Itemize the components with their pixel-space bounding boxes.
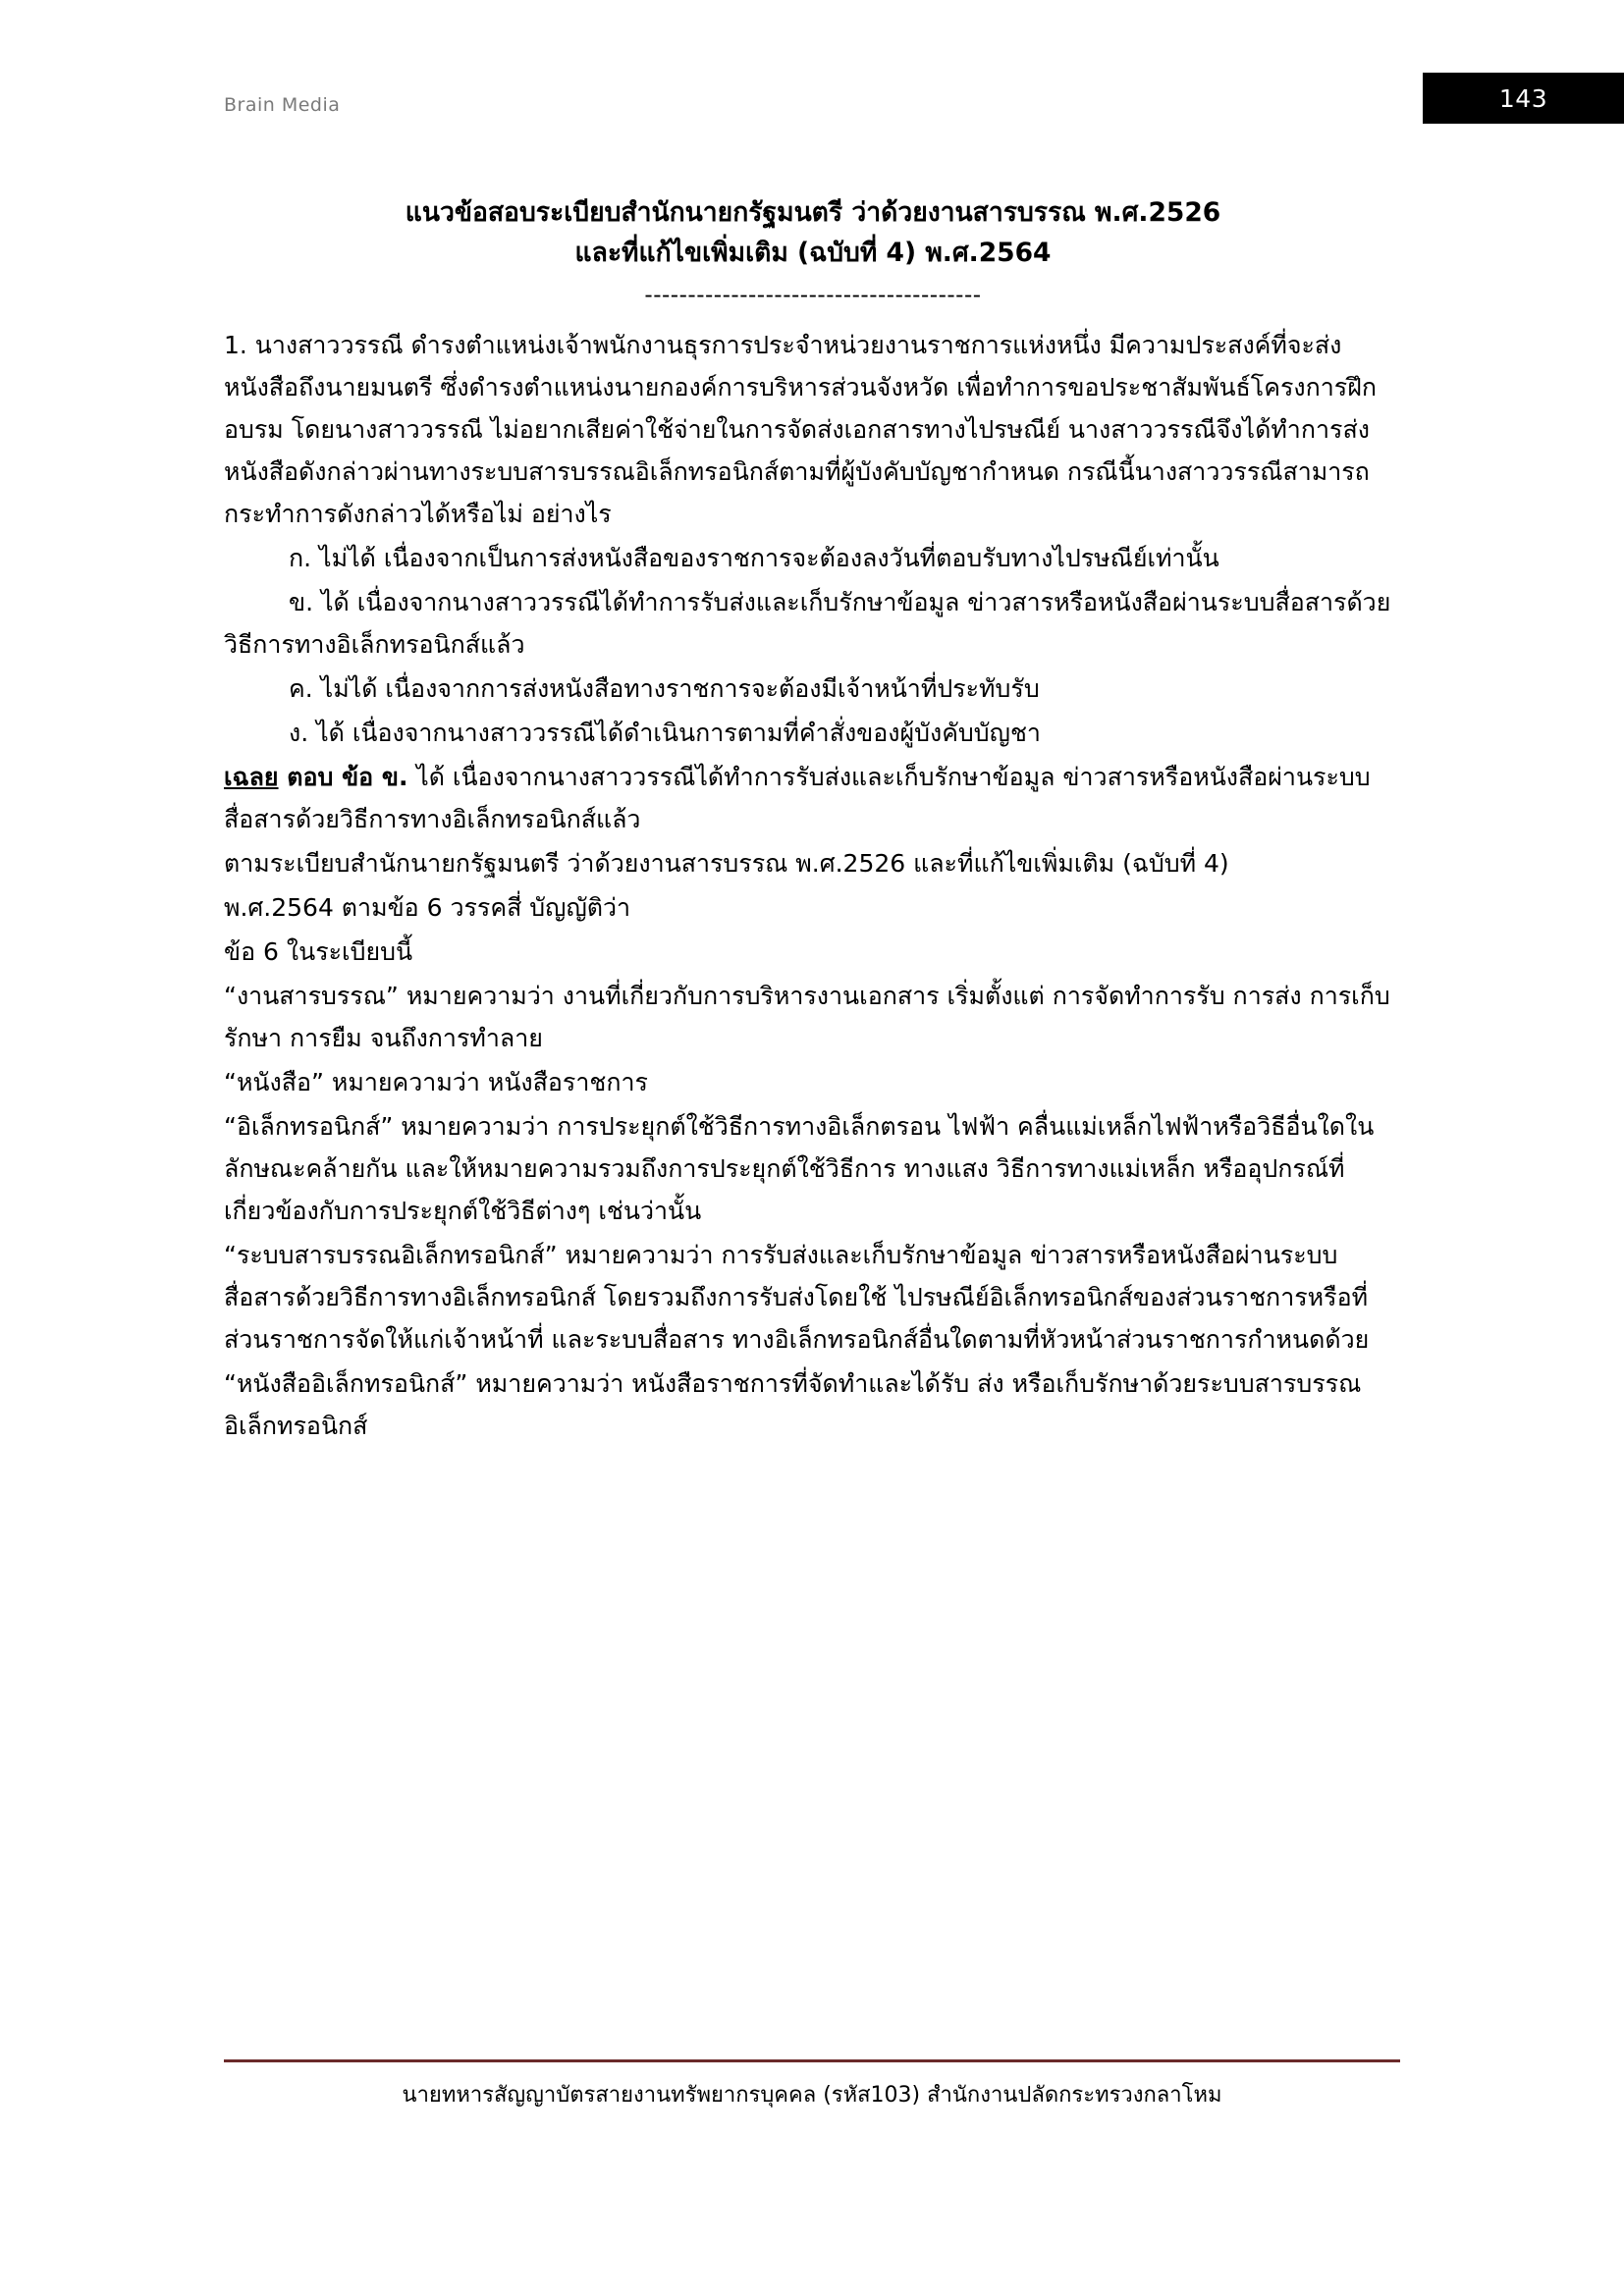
title-divider: --------------------------------------- [644, 283, 982, 309]
document-title-line-2: และที่แก้ไขเพิ่มเติม (ฉบับที่ 4) พ.ศ.2564 [574, 238, 1052, 269]
answer-paragraph [224, 756, 1402, 840]
definition-electronic-document: “หนังสืออิเล็กทรอนิกส์” หมายความว่า หนังสือราชการที่จัดทำและได้รับ ส่ง หรือเก็บรักษาด้วยระบบสารบรรณอิเล็กทรอนิกส์ [224, 1369, 1362, 1441]
reference-line-2: พ.ศ.2564 ตามข้อ 6 วรรคสี่ บัญญัติว่า [224, 893, 631, 923]
question-paragraph: 1. นางสาววรรณี ดำรงตำแหน่งเจ้าพนักงานธุรการประจำหน่วยงานราชการแห่งหนึ่ง มีความประสงค์ที่จะส่งหนังสือถึงนายมนตรี ซึ่งดำรงตำแหน่งนายกองค์การบริหารส่วนจังหวัด เพื่อทำการขอประชาสัมพันธ์โครงการฝึกอบรม โดยนางสาววรรณี ไม่อยากเสียค่าใช้จ่ายในการจัดส่งเอกสารทางไปรษณีย์ นางสาววรรณีจึงได้ทำการส่งหนังสือดังกล่าวผ่านทางระบบสารบรรณอิเล็กทรอนิกส์ตามที่ผู้บังคับบัญชากำหนด กรณีนี้นางสาววรรณีสามารถกระทำการดังกล่าวได้หรือไม่ อย่างไร [224, 331, 1377, 529]
choice-kho: ค. ไม่ได้ เนื่องจากการส่งหนังสือทางราชการจะต้องมีเจ้าหน้าที่ประทับรับ [289, 674, 1040, 704]
reference-line-1: ตามระเบียบสำนักนายกรัฐมนตรี ว่าด้วยงานสารบรรณ พ.ศ.2526 และที่แก้ไขเพิ่มเติม (ฉบับที่ 4) [224, 849, 1229, 879]
choice-kha: ข. ได้ เนื่องจากนางสาววรรณีได้ทำการรับส่งและเก็บรักษาข้อมูล ข่าวสารหรือหนังสือผ่านระบบสื่อสารด้วยวิธีการทางอิเล็กทรอนิกส์แล้ว [224, 588, 1391, 660]
answer-choice: ตอบ ข้อ ข. [278, 763, 417, 792]
footer-divider [224, 2059, 1400, 2062]
choice-ngo: ง. ได้ เนื่องจากนางสาววรรณีได้ดำเนินการตามที่คำสั่งของผู้บังคับบัญชา [289, 719, 1041, 748]
footer-text: นายทหารสัญญาบัตรสายงานทรัพยากรบุคคล (รหัส103) สำนักงานปลัดกระทรวงกลาโหม [402, 2083, 1222, 2108]
definition-electronic: “อิเล็กทรอนิกส์” หมายความว่า การประยุกต์ใช้วิธีการทางอิเล็กตรอน ไฟฟ้า คลื่นแม่เหล็กไฟฟ้าหรือวิธีอื่นใดในลักษณะคล้ายกัน และให้หมายความรวมถึงการประยุกต์ใช้วิธีการ ทางแสง วิธีการทางแม่เหล็ก หรืออุปกรณ์ที่เกี่ยวข้องกับการประยุกต์ใช้วิธีต่างๆ เช่นว่านั้น [224, 1112, 1375, 1226]
definition-sarabanwork: “งานสารบรรณ” หมายความว่า งานที่เกี่ยวกับการบริหารงานเอกสาร เริ่มตั้งแต่ การจัดทำการรับ การส่ง การเก็บรักษา การยืม จนถึงการทำลาย [224, 982, 1390, 1053]
page-number-text: 143 [1498, 83, 1548, 113]
document-content [224, 192, 1402, 1449]
answer-label: เฉลย [224, 763, 279, 792]
definition-nangsue: “หนังสือ” หมายความว่า หนังสือราชการ [224, 1068, 648, 1097]
choice-ka: ก. ไม่ได้ เนื่องจากเป็นการส่งหนังสือของราชการจะต้องลงวันที่ตอบรับทางไปรษณีย์เท่านั้น [289, 544, 1219, 573]
clause-heading: ข้อ 6 ในระเบียบนี้ [224, 937, 413, 967]
page-number-badge [1423, 73, 1624, 124]
answer-body: ได้ เนื่องจากนางสาววรรณีได้ทำการรับส่งและเก็บรักษาข้อมูล ข่าวสารหรือหนังสือผ่านระบบสื่อสารด้วยวิธีการทางอิเล็กทรอนิกส์แล้ว [224, 763, 1371, 834]
document-title-line-1: แนวข้อสอบระเบียบสำนักนายกรัฐมนตรี ว่าด้วยงานสารบรรณ พ.ศ.2526 [405, 197, 1221, 228]
definition-electronic-system: “ระบบสารบรรณอิเล็กทรอนิกส์” หมายความว่า การรับส่งและเก็บรักษาข้อมูล ข่าวสารหรือหนังสือผ่านระบบสื่อสารด้วยวิธีการทางอิเล็กทรอนิกส์ โดยรวมถึงการรับส่งโดยใช้ ไปรษณีย์อิเล็กทรอนิกส์ของส่วนราชการหรือที่ส่วนราชการจัดให้แก่เจ้าหน้าที่ และระบบสื่อสาร ทางอิเล็กทรอนิกส์อื่นใดตามที่หัวหน้าส่วนราชการกำหนดด้วย [224, 1241, 1370, 1355]
brand-label: Brain Media [224, 94, 341, 116]
